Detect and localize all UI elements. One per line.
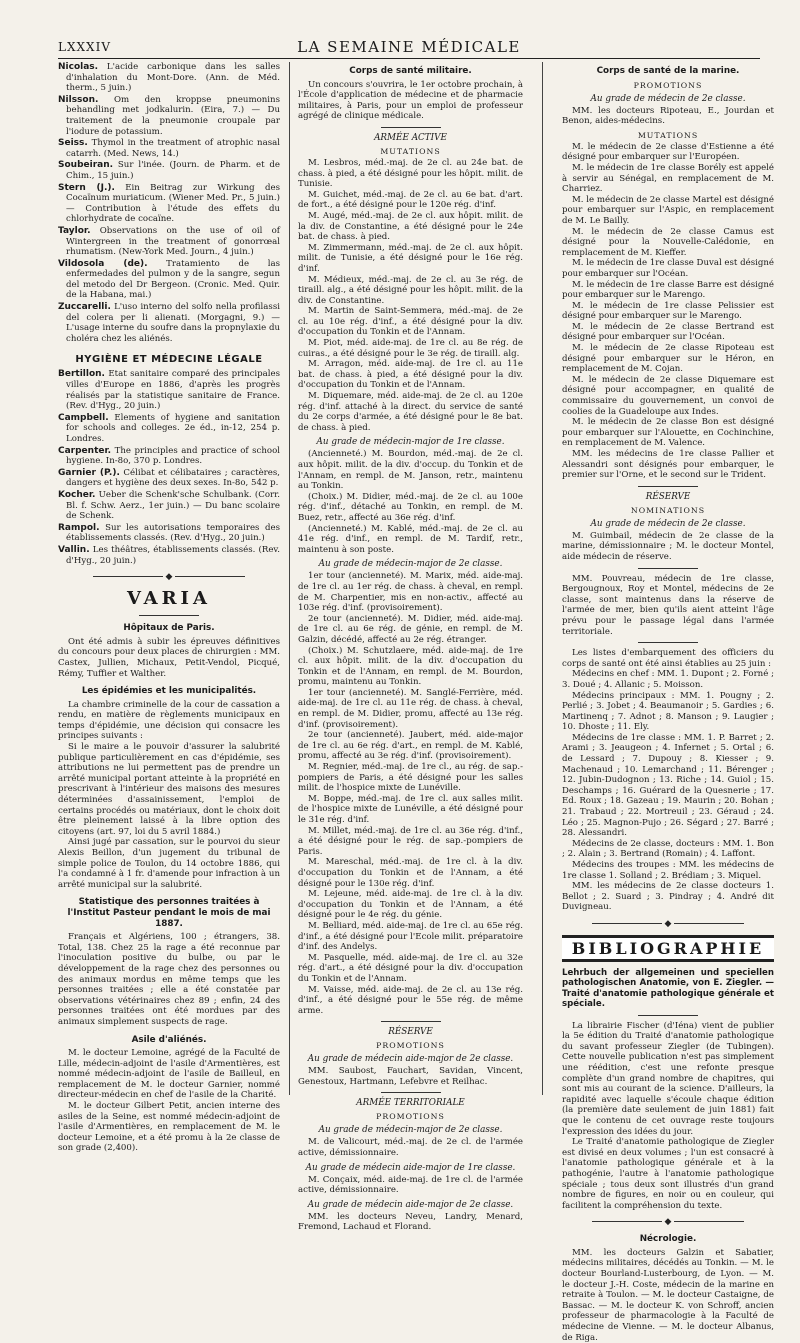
therapeutics-entries (58, 62, 280, 344)
bibliographie-title: BIBLIOGRAPHIE (562, 935, 774, 962)
bibliography-entry (58, 138, 280, 159)
grade-title: Au grade de médecin-major de 1re classe. (316, 437, 505, 448)
mutations-list (298, 158, 523, 433)
pasteur-text: Français et Algériens, 100 ; étrangers, 38. Total, 138. Chez 25 la rage a été reconnue par l'inoculation positive du bulbe, ou par le développement de la rage chez des personnes ou des animaux mordus en même temps que les personnes traitées ; elle a été constatée par observations vétérinaires chez 89 ; enfin, 24 des personnes traitées ont été mordues par des animaux simplement suspects de rage. (58, 932, 280, 1027)
ornament-divider: ◆ (58, 572, 280, 582)
bibliography-entry (58, 545, 280, 566)
grade1-list (298, 449, 523, 555)
listes-line: Médecins principaux : MM. 1. Pougny ; 2. Perlié ; 3. Jobet ; 4. Beaumanoir ; 5. Gardies ; 6. Martinenq ; 7. Adnot ; 8. Manson ; 9. Laugier ; 10. Dhoste ; 11. Ely. (562, 690, 774, 733)
bibliography-entry (58, 413, 280, 445)
entry-text: Sur l'inée. (Journ. de Pharm. et de Chim., 15 juin.) (66, 160, 280, 181)
short-rule (381, 127, 441, 128)
promotion-item: (Choix.) M. Schutzlaere, méd. aide-maj. de 1re cl. aux hôpit. milit. de la div. d'occupation du Tonkin et de l'Annam, en rempl. de M. Bourdon, promu, maintenu au Tonkin. (298, 645, 523, 688)
column-1 (58, 62, 281, 1154)
bibliography-entry (58, 302, 280, 344)
bibliography-entry (58, 95, 280, 137)
hopitaux-title: Hôpitaux de Paris. (123, 623, 215, 634)
armee-active-title: ARMÉE ACTIVE (374, 132, 447, 143)
entry-author: Bertillon. (58, 369, 105, 380)
mutation-item: M. le médecin de 2e classe Bertrand est désigné pour embarquer sur l'Océan. (562, 321, 774, 343)
mutation-item: M. le médecin de 2e classe Camus est désigné pour la Nouvelle-Calédonie, en remplacement de M. Kieffer. (562, 226, 774, 258)
grade-title: Au grade de médecin-major de 2e classe. (318, 1125, 503, 1136)
column-divider-1 (289, 62, 290, 1095)
promotion-item: M. Lejeune, méd. aide-maj. de 1re cl. à la div. d'occupation du Tonkin et de l'Annam, a été désigné pour le 4e rég. du génie. (298, 889, 523, 921)
mutations-title: MUTATIONS (380, 146, 441, 156)
necrologie-text: MM. les docteurs Galzin et Sabatier, médecins militaires, décédés au Tonkin. — M. le docteur Bourland-Lusterbourg, de Lyon. — M. le docteur J.-H. Coste, médecin de la marine en retraite à Toulon. — M. le docteur Castaigne, de Bassac. — M. le docteur K. von Schroff, ancien professeur de pharmacologie à la Faculté de médecine de Vienne. — M. le docteur Albanus, de Riga. (562, 1247, 774, 1343)
reserve-title: RÉSERVE (388, 1027, 433, 1038)
sante-militaire-title: Corps de santé militaire. (349, 66, 472, 76)
short-rule (638, 486, 698, 487)
listes-line: Médecins de 1re classe : MM. 1. P. Barret ; 2. Arami ; 3. Jeaugeon ; 4. Infernet ; 5. Ortal ; 6. de Lessard ; 7. Dupouy ; 8. Kiesser ; 9. Machenaud ; 10. Lemarchand ; 11. Bérenger ; 12. Jubin-Dudognon ; 13. Riche ; 14. Guiol ; 15. Deschamps ; 16. Guérard de la Quesnerie ; 17. Ed. Roux ; 18. Gazeau ; 19. Maurin ; 20. Bohan ; 21. Trabaud ; 22. Mortreuil ; 23. Géraud ; 24. Léo ; 25. Magnon-Pujo ; 26. Ségard ; 27. Barré ; 28. Alessandri. (562, 732, 774, 839)
grade-title: Au grade de médecin aide-major de 1re classe. (305, 1162, 516, 1173)
nominations-text: M. Guimbail, médecin de 2e classe de la marine, démissionnaire ; M. le docteur Montel, aide médecin de réserve. (562, 530, 774, 562)
listes-line: MM. les médecins de 2e classe docteurs 1. Bellot ; 2. Suard ; 3. Pindray ; 4. André dit Duvigneau. (562, 881, 774, 913)
promotion-item: (Ancienneté.) M. Kablé, méd.-maj. de 2e cl. au 41e rég. d'inf., en rempl. de M. Tardif, retr., maintenu à son poste. (298, 523, 523, 555)
entry-author: Campbell. (58, 412, 109, 423)
mutation-item: M. le médecin de 2e classe Diquemare est désigné pour accompagner, en qualité de commissaire du gouvernement, un convoi de coolies de la Guadeloupe aux Indes. (562, 374, 774, 417)
entry-text: Tratamiento de las enfermedades del pulmon y de la sangre, segun del metodo del Dr Bergeon. (Cronic. Med. Quir. de la Habana, mai.) (66, 258, 280, 301)
bibliography-entry (58, 160, 280, 181)
mutation-item: M. le médecin de 1re classe Barre est désigné pour embarquer sur le Marengo. (562, 279, 774, 301)
mutation-item: M. le médecin de 2e classe d'Estienne a été désigné pour embarquer sur l'Européen. (562, 141, 774, 163)
entry-author: Vallin. (58, 544, 90, 555)
bibliography-entry (58, 226, 280, 258)
bibliography-entry (58, 468, 280, 489)
promotion-item: M. Pasquelle, méd. aide-maj. de 1re cl. au 32e rég. d'art., a été désigné pour la div. d'occupation du Tonkin et de l'Annam. (298, 952, 523, 984)
mutation-item: M. Zimmermann, méd.-maj. de 2e cl. aux hôpit. milit. de Tunisie, a été désigné pour le 16e rég. d'inf. (298, 242, 523, 274)
entry-author: Carpenter. (58, 445, 112, 456)
territoriale-title: ARMÉE TERRITORIALE (356, 1098, 465, 1109)
sante-marine-title: Corps de santé de la marine. (596, 66, 740, 76)
listes-line: Médecins en chef : MM. 1. Dupont ; 2. Forné ; 3. Doué ; 4. Allanic ; 5. Moisson. (562, 669, 774, 690)
mutation-item: M. Diquemare, méd. aide-maj. de 2e cl. au 120e rég. d'inf. attaché à la direct. du service de santé du 2e corps d'armée, a été désigné pour le 8e bat. de chass. à pied. (298, 391, 523, 433)
promotion-item: 1er tour (ancienneté). M. Sanglé-Ferrière, méd. aide-maj. de 1re cl. au 11e rég. de chass. à cheval, en rempl. de M. Didier, promu, affecté au 13e rég. d'inf. (provisoirement). (298, 687, 523, 730)
mutation-item: M. le médecin de 1re classe Duval est désigné pour embarquer sur l'Océan. (562, 258, 774, 279)
entry-author: Rampol. (58, 522, 100, 533)
entry-text: Ueber die Schenk'sche Schulbank. (Corr. Bl. f. Schw. Aerz., 1er juin.) — Du banc scolaire de Schenk. (66, 489, 280, 522)
promotion-item: (Ancienneté.) M. Bourdon, méd.-maj. de 2e cl. aux hôpit. milit. de la div. d'occup. du Tonkin et de l'Annam, en rempl. de M. Janson, retr., maintenu au Tonkin. (298, 449, 523, 492)
promo-text: MM. les docteurs Ripoteau, E., Jourdan et Benon, aides-médecins. (562, 105, 774, 127)
mutation-item: M. Arragon, méd. aide-maj. de 1re cl. au 11e bat. de chass. à pied, a été désigné pour la div. d'occupation du Tonkin et de l'Annam. (298, 359, 523, 391)
promotion-item: 2e tour (ancienneté). Jaubert, méd. aide-major de 1re cl. au 6e rég. d'art., en rempl. de M. Kablé, promu, affecté au 3e rég. d'inf. (provisoirement). (298, 730, 523, 762)
mutation-item: M. Martin de Saint-Semmera, méd.-maj. de 2e cl. au 10e rég. d'inf., a été désigné pour la div. d'occupation du Tonkin et de l'Annam. (298, 306, 523, 338)
promotion-item: M. Vaisse, méd. aide-maj. de 2e cl. au 13e rég. d'inf., a été désigné pour le 55e rég. de même arme. (298, 984, 523, 1016)
asile-paragraph: M. le docteur Lemoine, agrégé de la Faculté de Lille, médecin-adjoint de l'asile d'Armentières, est nommé médecin-adjoint de l'asile de Bailleul, en remplacement de M. le docteur Garnier, nommé directeur-médecin en chef de l'asile de la Charité. (58, 1048, 280, 1101)
mutation-item: M. le médecin de 2e classe Ripoteau est désigné pour embarquer sur le Héron, en remplacement de M. Cojan. (562, 343, 774, 375)
entry-author: Nicolas. (58, 62, 99, 72)
bibliography-entry (58, 183, 280, 225)
hygiene-entries (58, 369, 280, 566)
grade-title: Au grade de médecin de 2e classe. (590, 518, 746, 529)
header-rule (58, 58, 760, 59)
entry-text: L'acide carbonique dans les salles d'inhalation du Mont-Dore. (Ann. de Méd. therm., 5 juin.) (66, 62, 281, 94)
epidemies-paragraph: Ainsi jugé par cassation, sur le pourvoi du sieur Alexis Beillon, d'un jugement du tribunal de simple police de Toulon, du 14 octobre 1886, qui l'a condamné à 1 fr. d'amende pour infraction à un arrêté municipal sur la salubrité. (58, 837, 280, 890)
grade-title: Au grade de médecin-major de 2e classe. (318, 559, 503, 570)
necrologie-title: Nécrologie. (639, 1234, 697, 1245)
promotion-item: M. Regnier, méd.-maj. de 1re cl., au rég. de sap.-pompiers de Paris, a été désigné pour les salles milit. de l'hospice mixte de Lunéville. (298, 762, 523, 794)
entry-text: Observations on the use of oil of Wintergreen in the treatment of gonorrœal rhumatism. (New-York Med. Journ., 4 juin.) (66, 225, 280, 258)
short-rule (381, 1021, 441, 1022)
entry-author: Zuccarelli. (58, 302, 111, 313)
entry-author: Taylor. (58, 225, 91, 236)
short-rule (638, 642, 698, 643)
grade-title: Au grade de médecin aide-major de 2e classe. (307, 1054, 514, 1065)
mutation-item: M. le médecin de 2e classe Martel est désigné pour embarquer sur l'Aspic, en remplacement de M. Le Bailly. (562, 194, 775, 226)
terr-text: MM. les docteurs Neveu, Landry, Menard, Fremond, Lachaud et Florand. (298, 1211, 523, 1233)
asile-paragraph: M. le docteur Gilbert Petit, ancien interne des asiles de la Seine, est nommé médecin-adjoint de l'asile d'Armentières, en remplacement de M. le docteur Lemoine, et a été promu à la 2e classe de son grade (2,400). (58, 1101, 280, 1154)
grade-title: Au grade de médecin aide-major de 2e classe. (307, 1199, 514, 1210)
mutation-item: M. le médecin de 1re classe Borély est appelé à servir au Sénégal, en remplacement de M. Charriez. (562, 162, 774, 195)
biblio-paragraph: La librairie Fischer (d'Iéna) vient de publier la 5e édition du Traité d'anatomie pathologique du savant professeur Ziegler (de Tubingen). Cette nouvelle publication n'est pas simplement une réédition, c'est une refonte presque complète d'un grand nombre de chapitres, qui sont mis au courant de la science. D'ailleurs, la rapidité avec laquelle s'écoule chaque édition (la première date seulement de juin 1881) fait que le contenu de cet ouvrage reste toujours l'expression des idées du jour. (562, 1020, 774, 1137)
pouvreau-text: MM. Pouvreau, médecin de 1re classe, Bergougnoux, Roy et Montel, médecins de 2e classe, sont maintenus dans la réserve de l'armée de mer, bien qu'ils aient atteint l'âge prévu pour le passage légal dans l'armée territoriale. (562, 573, 774, 637)
entry-author: Soubeiran. (58, 160, 114, 171)
promotion-item: (Choix.) M. Didier, méd.-maj. de 2e cl. au 100e rég. d'inf., détaché au Tonkin, en rempl. de M. Buez, retr., affecté au 36e rég. d'inf. (298, 491, 523, 523)
listes-line: Médecins de 2e classe, docteurs : MM. 1. Bon ; 2. Alain ; 3. Bertrand (Romain) ; 4. Laffont. (562, 838, 774, 860)
entry-author: Kocher. (58, 489, 96, 500)
bibliography-entry (58, 259, 280, 301)
mutation-item: M. Médieux, méd.-maj. de 2e cl. au 3e rég. de tiraill. alg., a été désigné pour les hôpit. milit. de la div. de Constantine. (298, 274, 523, 306)
mutation-item: MM. les médecins de 1re classe Pallier et Alessandri sont désignés pour embarquer, le premier sur l'Orne, et le second sur le Trident. (562, 449, 774, 481)
promotion-item: M. Mareschal, méd.-maj. de 1re cl. à la div. d'occupation du Tonkin et de l'Annam, a été désigné pour le 130e rég. d'inf. (298, 857, 523, 889)
grade2-list (298, 571, 523, 1016)
epidemies-paragraph: La chambre criminelle de la cour de cassation a rendu, en matière de règlements municipaux en temps d'épidémie, une décision qui consacre les principes suivants : (58, 699, 280, 742)
pasteur-title: Statistique des personnes traitées à l'Institut Pasteur pendant le mois de mai 1887. (67, 897, 271, 929)
promotion-item: M. Boppe, méd.-maj. de 1re cl. aux salles milit. de l'hospice mixte de Lunéville, a été désigné pour le 31e rég. d'inf. (298, 793, 523, 825)
column-2 (298, 62, 523, 1233)
entry-author: Vildosola (de). (58, 258, 148, 269)
bibliography-entry (58, 523, 280, 544)
mutation-item: M. Piot, méd. aide-maj. de 1re cl. au 8e rég. de cuiras., a été désigné pour le 3e rég. de tiraill. alg. (298, 338, 523, 359)
short-rule (381, 1092, 441, 1093)
asile-title: Asile d'aliénés. (131, 1034, 207, 1045)
short-rule (139, 615, 199, 616)
promotion-item: 2e tour (ancienneté). M. Didier, méd. aide-maj. de 1re cl. au 6e rég. de génie, en rempl. de M. Galzin, décédé, affecté au 2e rég. étranger. (298, 613, 523, 645)
epidemies-title: Les épidémies et les municipalités. (81, 686, 257, 697)
entry-text: Les théâtres, établissements classés. (Rev. d'Hyg., 20 juin.) (66, 544, 280, 566)
promotions-title: PROMOTIONS (376, 1112, 445, 1122)
listes-line: Médecins des troupes : MM. les médecins de 1re classe 1. Solland ; 2. Brédiam ; 3. Miquel. (562, 860, 774, 881)
mutation-item: M. Guichet, méd.-maj. de 2e cl. au 6e bat. d'art. de fort., a été désigné pour le 120e rég. d'inf. (298, 189, 523, 211)
short-rule (638, 1015, 698, 1016)
mutations-title: MUTATIONS (637, 130, 699, 140)
short-rule (638, 568, 698, 569)
mutation-item: M. Lesbros, méd.-maj. de 2e cl. au 24e bat. de chass. à pied, a été désigné pour les hôpit. milit. de Tunisie. (298, 157, 523, 190)
ornament-divider: ◆ (562, 1217, 774, 1227)
listes-intro: Les listes d'embarquement des officiers du corps de santé ont été ainsi établies au 25 juin : (562, 648, 774, 669)
promotion-item: M. Millet, méd.-maj. de 1re cl. au 36e rég. d'inf., a été désigné pour le rég. de sap.-pompiers de Paris. (298, 825, 523, 857)
page-number: LXXXIV (58, 40, 112, 54)
promotion-item: 1er tour (ancienneté). M. Marix, méd. aide-maj. de 1re cl. au 1er rég. de chass. à cheval, en rempl. de M. Charpentier, mis en non-activ., affecté au 103e rég. d'inf. (provisoirement). (298, 571, 523, 614)
entry-text: Thymol in the treatment of atrophic nasal catarrh. (Med. News, 14.) (66, 138, 281, 159)
reserve-title: RÉSERVE (645, 491, 691, 502)
sante-militaire-intro: Un concours s'ouvrira, le 1er octobre prochain, à l'École d'application de médecine et de pharmacie militaires, à Paris, pour un emploi de professeur agrégé de clinique médicale. (298, 79, 523, 122)
terr-text: M. de Valicourt, méd.-maj. de 2e cl. de l'armée active, démissionnaire. (298, 1137, 523, 1159)
entry-author: Nilsson. (58, 94, 99, 105)
entry-text: Sur les autorisations temporaires des établissements classés. (Rev. d'Hyg., 20 juin.) (66, 522, 280, 544)
biblio-heading: Lehrbuch der allgemeinen und speciellen pathologischen Anatomie, von E. Ziegler. — Traité d'anatomie pathologique générale et spéciale. (562, 967, 774, 1010)
entry-text: Elements of hygiene and sanitation for schools and colleges. 2e éd., in-12, 254 p. Londres. (66, 412, 281, 444)
ornament-divider: ◆ (562, 919, 774, 929)
epidemies-paragraph: Si le maire a le pouvoir d'assurer la salubrité publique particulièrement en cas d'épidémie, ses attributions ne lui permettent pas de prendre un arrêté municipal portant atteinte à la propriété en prescrivant à l'intérieur des maisons des mesures déterminées d'assainissement, l'emploi de certains procédés ou matériaux, dont le choix doit être pleinement laissé à la libre option des citoyens (art. 97, loi du 5 avril 1884.) (58, 742, 280, 837)
entry-text: Om den kroppse pneumonins behandling met jodkalurin. (Eira, 7.) — Du traitement de la pneumonie croupale par l'iodure de potassium. (66, 94, 280, 137)
hygiene-section-title: HYGIÈNE ET MÉDECINE LÉGALE (75, 354, 263, 366)
entry-text: Célibat et célibataires ; caractères, dangers et hygiène des deux sexes. In-8o, 542 p. (66, 467, 280, 489)
promotion-item: M. Belliard, méd. aide-maj. de 1re cl. au 65e rég. d'inf., a été désigné pour l'Ecole milit. préparatoire d'inf. des Andelys. (298, 920, 523, 953)
hopitaux-text: Ont été admis à subir les épreuves définitives du concours pour deux places de chirurgien : MM. Castex, Jullien, Michaux, Petit-Vendol, Picqué, Rémy, Tuffier et Walther. (58, 636, 280, 679)
column-divider-2 (542, 62, 543, 1095)
entry-text: The principles and practice of school hygiene. In-8o, 370 p. Londres. (66, 445, 280, 467)
journal-title: LA SEMAINE MÉDICALE (297, 38, 521, 56)
entry-author: Seiss. (58, 138, 88, 149)
entry-author: Garnier (P.). (58, 467, 120, 478)
mutation-item: M. Augé, méd.-maj. de 2e cl. aux hôpit. milit. de la div. de Constantine, a été désigné pour le 24e bat. de chass. à pied. (298, 210, 523, 243)
promotions-title: PROMOTIONS (633, 80, 703, 90)
bibliography-entry (58, 369, 280, 411)
promotions-title: PROMOTIONS (376, 1041, 445, 1051)
entry-text: Etat sanitaire comparé des principales villes d'Europe en 1886, d'après les progrès réalisés par la statistique sanitaire de France. (Rev. d'Hyg., 20 juin.) (66, 369, 281, 412)
bibliography-entry (58, 446, 280, 467)
entry-text: L'uso interno del solfo nella profilassi del colera per li alienati. (Morgagni, 9.) — L'usage interne du soufre dans la propnylaxie du choléra chez les aliénés. (66, 302, 280, 344)
nominations-title: NOMINATIONS (630, 505, 706, 515)
entry-author: Stern (J.). (58, 182, 115, 193)
grade-title: Au grade de médecin de 2e classe. (590, 93, 746, 104)
mutation-item: M. le médecin de 1re classe Pelissier est désigné pour embarquer sur le Marengo. (562, 300, 774, 322)
column-3 (562, 62, 775, 1343)
marine-mutations-list (562, 142, 774, 481)
page-header (58, 38, 760, 60)
entry-text: Ein Beitrag zur Wirkung des Cocaïnum muriaticum. (Wiener Med. Pr., 5 juin.) — Contribution à l'étude des effets du chlorhydrate de cocaïne. (66, 182, 281, 225)
varia-title: VARIA (127, 588, 211, 610)
bibliography-entry (58, 490, 280, 522)
biblio-paragraph: Le Traité d'anatomie pathologique de Ziegler est divisé en deux volumes ; l'un est consacré à l'anatomie pathologique générale et à la pathogénie, l'autre à l'anatomie pathologique spéciale ; tous deux sont illustrés d'un grand nombre de figures, en noir ou en couleur, qui facilitent la compréhension du texte. (562, 1137, 774, 1211)
terr-text: M. Conçaix, méd. aide-maj. de 1re cl. de l'armée active, démissionnaire. (298, 1174, 523, 1196)
reserve-text: MM. Saubost, Fauchart, Savidan, Vincent, Genestoux, Hartmann, Lefebvre et Reilhac. (298, 1066, 523, 1087)
mutation-item: M. le médecin de 2e classe Bon est désigné pour embarquer sur l'Alouette, en Cochinchine, en remplacement de M. Valence. (562, 417, 774, 449)
bibliography-entry (58, 62, 280, 94)
